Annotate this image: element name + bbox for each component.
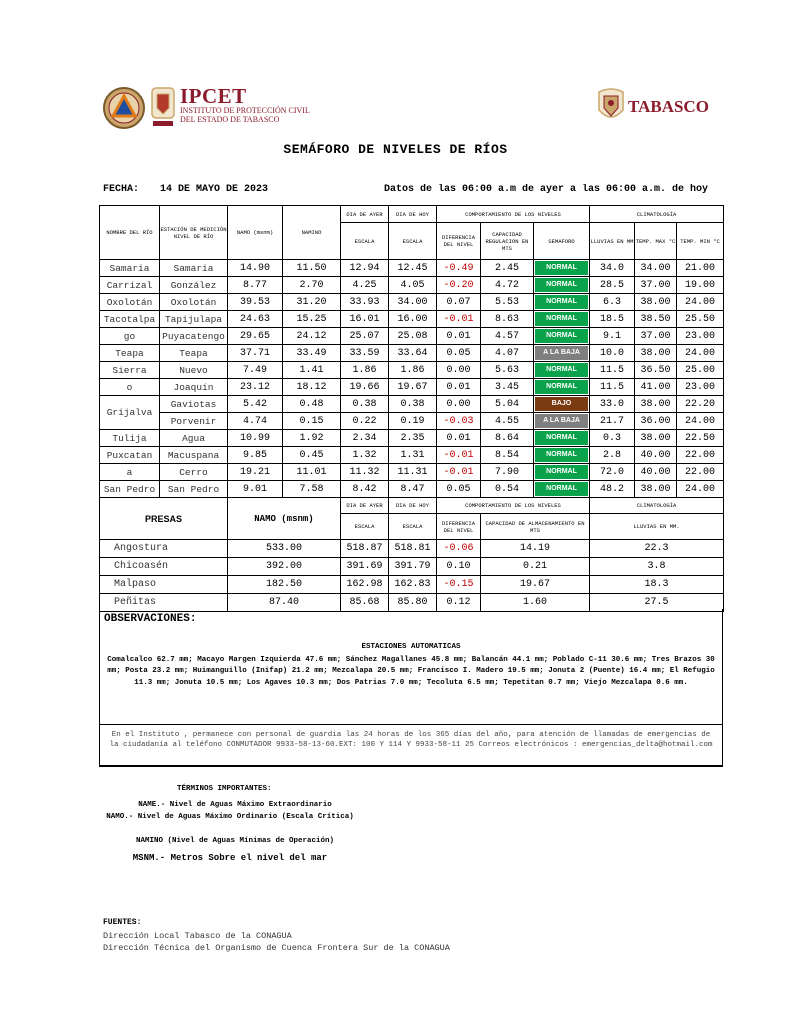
- header-climatologia: CLIMATOLOGÍA: [590, 206, 724, 223]
- semaforo-status-badge: NORMAL: [535, 363, 588, 377]
- header-presas-namo: NAMO (msnm): [228, 498, 341, 540]
- observaciones-box: [99, 609, 723, 725]
- temp-max-value: 38.00: [635, 430, 677, 447]
- semaforo-status-badge: NORMAL: [535, 380, 588, 394]
- lluvia-value: 18.5: [590, 311, 635, 328]
- presa-name: Chicoasén: [100, 558, 228, 576]
- header-diferencia: DIFERENCIA DEL NIVEL: [437, 223, 481, 260]
- station-name: Puyacatengo: [160, 328, 228, 345]
- semaforo-cell: [534, 328, 590, 345]
- presa-name: Malpaso: [100, 576, 228, 594]
- namo-value: 39.53: [228, 294, 283, 311]
- diferencia-value: -0.01: [437, 464, 481, 481]
- escala-ayer-value: 33.93: [341, 294, 389, 311]
- observaciones-title: OBSERVACIONES:: [104, 613, 197, 625]
- semaforo-cell: [534, 277, 590, 294]
- presa-escala-ayer-value: 85.68: [341, 594, 389, 612]
- observaciones-text: Comalcalco 62.7 mm; Macayo Margen Izquierda 47.6 mm; Sánchez Magallanes 45.8 mm; Balancán 44.1 mm; Poblado C-11 30.6 mm; Tres Brazos 30 mm; Posta 23.2 mm; Huimanguillo (Inifap) 21.2 mm; Mezcalapa 20.5 mm; Francisco I. Madero 19.5 mm; Jonuta 2 (Puente) 16.4 mm; El Refugio 11.3 mm; Jonuta 10.5 mm; Los Agaves 10.3 mm; Dos Patrias 7.0 mm; Tecoluta 6.5 mm; Tepetitan 0.7 mm; Viejo Mezcalapa 0.6 mm.: [107, 656, 715, 687]
- tabasco-coat-of-arms-icon: [596, 86, 626, 124]
- escala-ayer-value: 0.22: [341, 413, 389, 430]
- namino-value: 1.92: [283, 430, 341, 447]
- termino-namo: NAMO.- Nivel de Aguas Máximo Ordinario (Escala Crítica): [106, 813, 354, 821]
- semaforo-status-badge: NORMAL: [535, 278, 588, 292]
- presa-escala-ayer-value: 518.87: [341, 540, 389, 558]
- header-presas-lluvias: LLUVIAS EN MM.: [590, 514, 724, 540]
- temp-max-value: 36.00: [635, 413, 677, 430]
- lluvia-value: 21.7: [590, 413, 635, 430]
- temp-max-value: 40.00: [635, 464, 677, 481]
- presa-escala-hoy-value: 85.80: [389, 594, 437, 612]
- diferencia-value: -0.01: [437, 311, 481, 328]
- station-name: Teapa: [160, 345, 228, 362]
- header-presas-escala-hoy: ESCALA: [389, 514, 437, 540]
- river-name: Puxcatan: [100, 447, 160, 464]
- temp-max-value: 37.00: [635, 328, 677, 345]
- fecha-label: FECHA:: [103, 184, 140, 195]
- header-namo: NAMO (msnm): [228, 206, 283, 260]
- river-row: [100, 277, 724, 294]
- lluvia-value: 11.5: [590, 362, 635, 379]
- presa-row: [100, 540, 724, 558]
- presa-lluvia-value: 27.5: [590, 594, 724, 612]
- presa-escala-hoy-value: 391.79: [389, 558, 437, 576]
- capacidad-value: 8.54: [481, 447, 534, 464]
- presa-escala-ayer-value: 162.98: [341, 576, 389, 594]
- capacidad-value: 5.04: [481, 396, 534, 413]
- fuente-conagua-local: Dirección Local Tabasco de la CONAGUA: [103, 931, 292, 941]
- escala-hoy-value: 0.38: [389, 396, 437, 413]
- presa-diferencia-value: -0.15: [437, 576, 481, 594]
- termino-namino: NAMINO (Nivel de Aguas Mínimas de Operación): [135, 837, 335, 845]
- namino-value: 0.45: [283, 447, 341, 464]
- station-name: Oxolotán: [160, 294, 228, 311]
- station-name: Gaviotas: [160, 396, 228, 413]
- semaforo-status-badge: NORMAL: [535, 329, 588, 343]
- semaforo-cell: [534, 447, 590, 464]
- semaforo-status-badge: NORMAL: [535, 261, 588, 275]
- semaforo-status-badge: A LA BAJA: [535, 346, 588, 360]
- escala-ayer-value: 33.59: [341, 345, 389, 362]
- namino-value: 2.70: [283, 277, 341, 294]
- diferencia-value: 0.05: [437, 345, 481, 362]
- header-capacidad: CAPACIDAD REGULACION EN MTS: [481, 223, 534, 260]
- temp-max-value: 38.00: [635, 481, 677, 498]
- escala-ayer-value: 12.94: [341, 260, 389, 277]
- diferencia-value: 0.07: [437, 294, 481, 311]
- presa-namo-value: 392.00: [228, 558, 341, 576]
- river-name: Samaria: [100, 260, 160, 277]
- lluvia-value: 9.1: [590, 328, 635, 345]
- escala-hoy-value: 16.00: [389, 311, 437, 328]
- namo-value: 7.49: [228, 362, 283, 379]
- escala-hoy-value: 25.08: [389, 328, 437, 345]
- temp-min-value: 22.00: [677, 447, 724, 464]
- diferencia-value: 0.01: [437, 430, 481, 447]
- temp-max-value: 38.50: [635, 311, 677, 328]
- temp-max-value: 38.00: [635, 345, 677, 362]
- diferencia-value: -0.03: [437, 413, 481, 430]
- temp-max-value: 34.00: [635, 260, 677, 277]
- semaforo-cell: [534, 413, 590, 430]
- semaforo-cell: [534, 464, 590, 481]
- header-presas-escala-ayer: ESCALA: [341, 514, 389, 540]
- temp-min-value: 25.00: [677, 362, 724, 379]
- station-name: Nuevo: [160, 362, 228, 379]
- lluvia-value: 11.5: [590, 379, 635, 396]
- temp-min-value: 23.00: [677, 379, 724, 396]
- header-temp-min: TEMP. MIN °C: [677, 223, 724, 260]
- temp-max-value: 38.00: [635, 396, 677, 413]
- escala-ayer-value: 16.01: [341, 311, 389, 328]
- header-presas: PRESAS: [100, 498, 228, 540]
- termino-name: NAME.- Nivel de Aguas Máximo Extraordinario: [138, 801, 332, 809]
- lluvia-value: 33.0: [590, 396, 635, 413]
- station-name: Porvenir: [160, 413, 228, 430]
- escala-hoy-value: 11.31: [389, 464, 437, 481]
- semaforo-cell: [534, 294, 590, 311]
- fuentes-title: FUENTES:: [103, 918, 142, 927]
- capacidad-value: 5.53: [481, 294, 534, 311]
- river-row: [100, 345, 724, 362]
- river-row: [100, 447, 724, 464]
- escala-hoy-value: 8.47: [389, 481, 437, 498]
- station-name: Samaria: [160, 260, 228, 277]
- river-name: o: [100, 379, 160, 396]
- river-name: San Pedro: [100, 481, 160, 498]
- rivers-levels-table: [99, 205, 724, 612]
- namo-value: 4.74: [228, 413, 283, 430]
- semaforo-cell: [534, 345, 590, 362]
- presa-lluvia-value: 22.3: [590, 540, 724, 558]
- header-temp-max: TEMP. MAX °C: [635, 223, 677, 260]
- presa-lluvia-value: 18.3: [590, 576, 724, 594]
- header-nombre-rio: NOMBRE DEL RÍO: [100, 206, 160, 260]
- diferencia-value: 0.01: [437, 328, 481, 345]
- semaforo-status-badge: NORMAL: [535, 295, 588, 309]
- namino-value: 1.41: [283, 362, 341, 379]
- header-presas-dia-hoy: DIA DE HOY: [389, 498, 437, 514]
- header-comportamiento: COMPORTAMIENTO DE LOS NIVELES: [437, 206, 590, 223]
- semaforo-cell: [534, 311, 590, 328]
- presa-capacidad-value: 19.67: [481, 576, 590, 594]
- terminos-title: TÉRMINOS IMPORTANTES:: [177, 785, 272, 793]
- river-name: go: [100, 328, 160, 345]
- presa-diferencia-value: 0.10: [437, 558, 481, 576]
- namo-value: 10.99: [228, 430, 283, 447]
- presa-row: [100, 558, 724, 576]
- diferencia-value: -0.01: [437, 447, 481, 464]
- temp-min-value: 23.00: [677, 328, 724, 345]
- temp-max-value: 36.50: [635, 362, 677, 379]
- station-name: San Pedro: [160, 481, 228, 498]
- namo-value: 9.85: [228, 447, 283, 464]
- escala-hoy-value: 0.19: [389, 413, 437, 430]
- lluvia-value: 10.0: [590, 345, 635, 362]
- header-presas-capacidad: CAPACIDAD DE ALMACENAMIENTO EN MTS: [481, 514, 590, 540]
- namo-value: 9.01: [228, 481, 283, 498]
- river-row: [100, 260, 724, 277]
- river-row: [100, 311, 724, 328]
- diferencia-value: 0.00: [437, 362, 481, 379]
- semaforo-status-badge: NORMAL: [535, 431, 588, 445]
- namino-value: 11.01: [283, 464, 341, 481]
- header-presas-comportamiento: COMPORTAMIENTO DE LOS NIVELES: [437, 498, 590, 514]
- fuente-organismo-cuenca: Dirección Técnica del Organismo de Cuenca Frontera Sur de la CONAGUA: [103, 943, 450, 953]
- header-estacion: ESTACIÓN DE MEDICIÓN NIVEL DE RÍO: [160, 206, 228, 260]
- temp-min-value: 21.00: [677, 260, 724, 277]
- header-presas-climatologia: CLIMATOLOGÍA: [590, 498, 724, 514]
- river-name: Sierra: [100, 362, 160, 379]
- river-row: [100, 464, 724, 481]
- presa-namo-value: 182.50: [228, 576, 341, 594]
- lluvia-value: 48.2: [590, 481, 635, 498]
- ipcet-subtitle-line-1: INSTITUTO DE PROTECCIÓN CIVIL: [180, 106, 310, 115]
- lluvia-value: 6.3: [590, 294, 635, 311]
- presa-escala-ayer-value: 391.69: [341, 558, 389, 576]
- presa-row: [100, 576, 724, 594]
- semaforo-status-badge: NORMAL: [535, 482, 588, 496]
- temp-min-value: 24.00: [677, 481, 724, 498]
- fecha-value: 14 DE MAYO DE 2023: [160, 184, 269, 195]
- namino-value: 15.25: [283, 311, 341, 328]
- temp-max-value: 38.00: [635, 294, 677, 311]
- capacidad-value: 4.07: [481, 345, 534, 362]
- river-name: Grijalva: [100, 396, 160, 430]
- namino-value: 7.58: [283, 481, 341, 498]
- estaciones-automaticas-title: ESTACIONES AUTOMATICAS: [361, 643, 461, 651]
- header-namino: NAMINO: [283, 206, 341, 260]
- escala-hoy-value: 12.45: [389, 260, 437, 277]
- temp-max-value: 40.00: [635, 447, 677, 464]
- namo-value: 8.77: [228, 277, 283, 294]
- escala-hoy-value: 4.05: [389, 277, 437, 294]
- escala-ayer-value: 25.07: [341, 328, 389, 345]
- river-row: [100, 294, 724, 311]
- header-dia-hoy: DIA DE HOY: [389, 206, 437, 223]
- lluvia-value: 28.5: [590, 277, 635, 294]
- diferencia-value: 0.05: [437, 481, 481, 498]
- station-name: González: [160, 277, 228, 294]
- termino-msnm: MSNM.- Metros Sobre el nivel del mar: [132, 853, 328, 863]
- river-row: [100, 481, 724, 498]
- semaforo-cell: [534, 430, 590, 447]
- presa-escala-hoy-value: 518.81: [389, 540, 437, 558]
- station-name: Agua: [160, 430, 228, 447]
- namino-value: 11.50: [283, 260, 341, 277]
- presa-name: Peñitas: [100, 594, 228, 612]
- escala-ayer-value: 0.38: [341, 396, 389, 413]
- capacidad-value: 4.72: [481, 277, 534, 294]
- lluvia-value: 34.0: [590, 260, 635, 277]
- lluvia-value: 0.3: [590, 430, 635, 447]
- station-name: Macuspana: [160, 447, 228, 464]
- diferencia-value: -0.20: [437, 277, 481, 294]
- river-row: [100, 413, 724, 430]
- escala-ayer-value: 11.32: [341, 464, 389, 481]
- river-name: Teapa: [100, 345, 160, 362]
- semaforo-cell: [534, 396, 590, 413]
- header-presas-dia-ayer: DIA DE AYER: [341, 498, 389, 514]
- river-row: [100, 379, 724, 396]
- capacidad-value: 3.45: [481, 379, 534, 396]
- header-lluvias: LLUVIAS EN MM: [590, 223, 635, 260]
- semaforo-cell: [534, 481, 590, 498]
- lluvia-value: 2.8: [590, 447, 635, 464]
- escala-hoy-value: 19.67: [389, 379, 437, 396]
- presa-capacidad-value: 1.60: [481, 594, 590, 612]
- header-escala-ayer: ESCALA: [341, 223, 389, 260]
- namo-value: 37.71: [228, 345, 283, 362]
- river-name: Tulija: [100, 430, 160, 447]
- namo-value: 19.21: [228, 464, 283, 481]
- escala-hoy-value: 2.35: [389, 430, 437, 447]
- semaforo-status-badge: BAJO: [535, 397, 588, 411]
- ipcet-subtitle-line-2: DEL ESTADO DE TABASCO: [180, 115, 280, 124]
- river-row: [100, 396, 724, 413]
- escala-hoy-value: 1.31: [389, 447, 437, 464]
- escala-ayer-value: 4.25: [341, 277, 389, 294]
- namino-value: 0.48: [283, 396, 341, 413]
- proteccion-civil-seal-icon: [103, 86, 177, 130]
- instituto-text: En el Instituto , permanece con personal de guardia las 24 horas de los 365 días del año, para atención de llamadas de emergencias de la ciudadanía al teléfono CONMUTADOR 9933-58-13-60.EXT: 100 Y 114 Y 9933-58-11 25 Correos electrónicos : emergencias_delta@hotmail.com: [109, 731, 713, 749]
- escala-hoy-value: 33.64: [389, 345, 437, 362]
- namo-value: 5.42: [228, 396, 283, 413]
- namino-value: 33.49: [283, 345, 341, 362]
- semaforo-cell: [534, 362, 590, 379]
- presa-diferencia-value: -0.06: [437, 540, 481, 558]
- river-row: [100, 362, 724, 379]
- instituto-box: [99, 724, 723, 767]
- river-name: Carrizal: [100, 277, 160, 294]
- presa-namo-value: 533.00: [228, 540, 341, 558]
- presa-escala-hoy-value: 162.83: [389, 576, 437, 594]
- escala-hoy-value: 1.86: [389, 362, 437, 379]
- river-row: [100, 430, 724, 447]
- temp-max-value: 37.00: [635, 277, 677, 294]
- header-semaforo: SEMAFORO: [534, 223, 590, 260]
- river-name: a: [100, 464, 160, 481]
- capacidad-value: 2.45: [481, 260, 534, 277]
- header-presas-diferencia: DIFERENCIA DEL NIVEL: [437, 514, 481, 540]
- namo-value: 23.12: [228, 379, 283, 396]
- diferencia-value: 0.01: [437, 379, 481, 396]
- river-row: [100, 328, 724, 345]
- document-title: SEMÁFORO DE NIVELES DE RÍOS: [283, 142, 508, 157]
- tabasco-title: TABASCO: [628, 97, 709, 116]
- escala-ayer-value: 8.42: [341, 481, 389, 498]
- namino-value: 18.12: [283, 379, 341, 396]
- presa-capacidad-value: 0.21: [481, 558, 590, 576]
- escala-hoy-value: 34.00: [389, 294, 437, 311]
- namo-value: 24.63: [228, 311, 283, 328]
- escala-ayer-value: 19.66: [341, 379, 389, 396]
- diferencia-value: 0.00: [437, 396, 481, 413]
- capacidad-value: 0.54: [481, 481, 534, 498]
- station-name: Cerro: [160, 464, 228, 481]
- temp-max-value: 41.00: [635, 379, 677, 396]
- namo-value: 14.90: [228, 260, 283, 277]
- capacidad-value: 8.64: [481, 430, 534, 447]
- semaforo-status-badge: NORMAL: [535, 312, 588, 326]
- escala-ayer-value: 2.34: [341, 430, 389, 447]
- temp-min-value: 25.50: [677, 311, 724, 328]
- namino-value: 31.20: [283, 294, 341, 311]
- lluvia-value: 72.0: [590, 464, 635, 481]
- diferencia-value: -0.49: [437, 260, 481, 277]
- station-name: Joaquín: [160, 379, 228, 396]
- temp-min-value: 22.00: [677, 464, 724, 481]
- header-dia-ayer: DIA DE AYER: [341, 206, 389, 223]
- presa-lluvia-value: 3.8: [590, 558, 724, 576]
- semaforo-cell: [534, 260, 590, 277]
- presa-name: Angostura: [100, 540, 228, 558]
- capacidad-value: 8.63: [481, 311, 534, 328]
- escala-ayer-value: 1.86: [341, 362, 389, 379]
- namo-value: 29.65: [228, 328, 283, 345]
- capacidad-value: 7.90: [481, 464, 534, 481]
- temp-min-value: 22.50: [677, 430, 724, 447]
- capacidad-value: 5.63: [481, 362, 534, 379]
- river-name: Tacotalpa: [100, 311, 160, 328]
- data-period-text: Datos de las 06:00 a.m de ayer a las 06:00 a.m. de hoy: [384, 184, 709, 195]
- presa-namo-value: 87.40: [228, 594, 341, 612]
- presa-capacidad-value: 14.19: [481, 540, 590, 558]
- semaforo-status-badge: NORMAL: [535, 465, 588, 479]
- temp-min-value: 24.00: [677, 345, 724, 362]
- temp-min-value: 24.00: [677, 294, 724, 311]
- semaforo-status-badge: A LA BAJA: [535, 414, 588, 428]
- namino-value: 0.15: [283, 413, 341, 430]
- escala-ayer-value: 1.32: [341, 447, 389, 464]
- capacidad-value: 4.55: [481, 413, 534, 430]
- ipcet-title: IPCET: [180, 84, 247, 108]
- header-escala-hoy: ESCALA: [389, 223, 437, 260]
- temp-min-value: 24.00: [677, 413, 724, 430]
- presa-diferencia-value: 0.12: [437, 594, 481, 612]
- semaforo-status-badge: NORMAL: [535, 448, 588, 462]
- semaforo-cell: [534, 379, 590, 396]
- temp-min-value: 19.00: [677, 277, 724, 294]
- capacidad-value: 4.57: [481, 328, 534, 345]
- namino-value: 24.12: [283, 328, 341, 345]
- temp-min-value: 22.20: [677, 396, 724, 413]
- station-name: Tapijulapa: [160, 311, 228, 328]
- river-name: Oxolotán: [100, 294, 160, 311]
